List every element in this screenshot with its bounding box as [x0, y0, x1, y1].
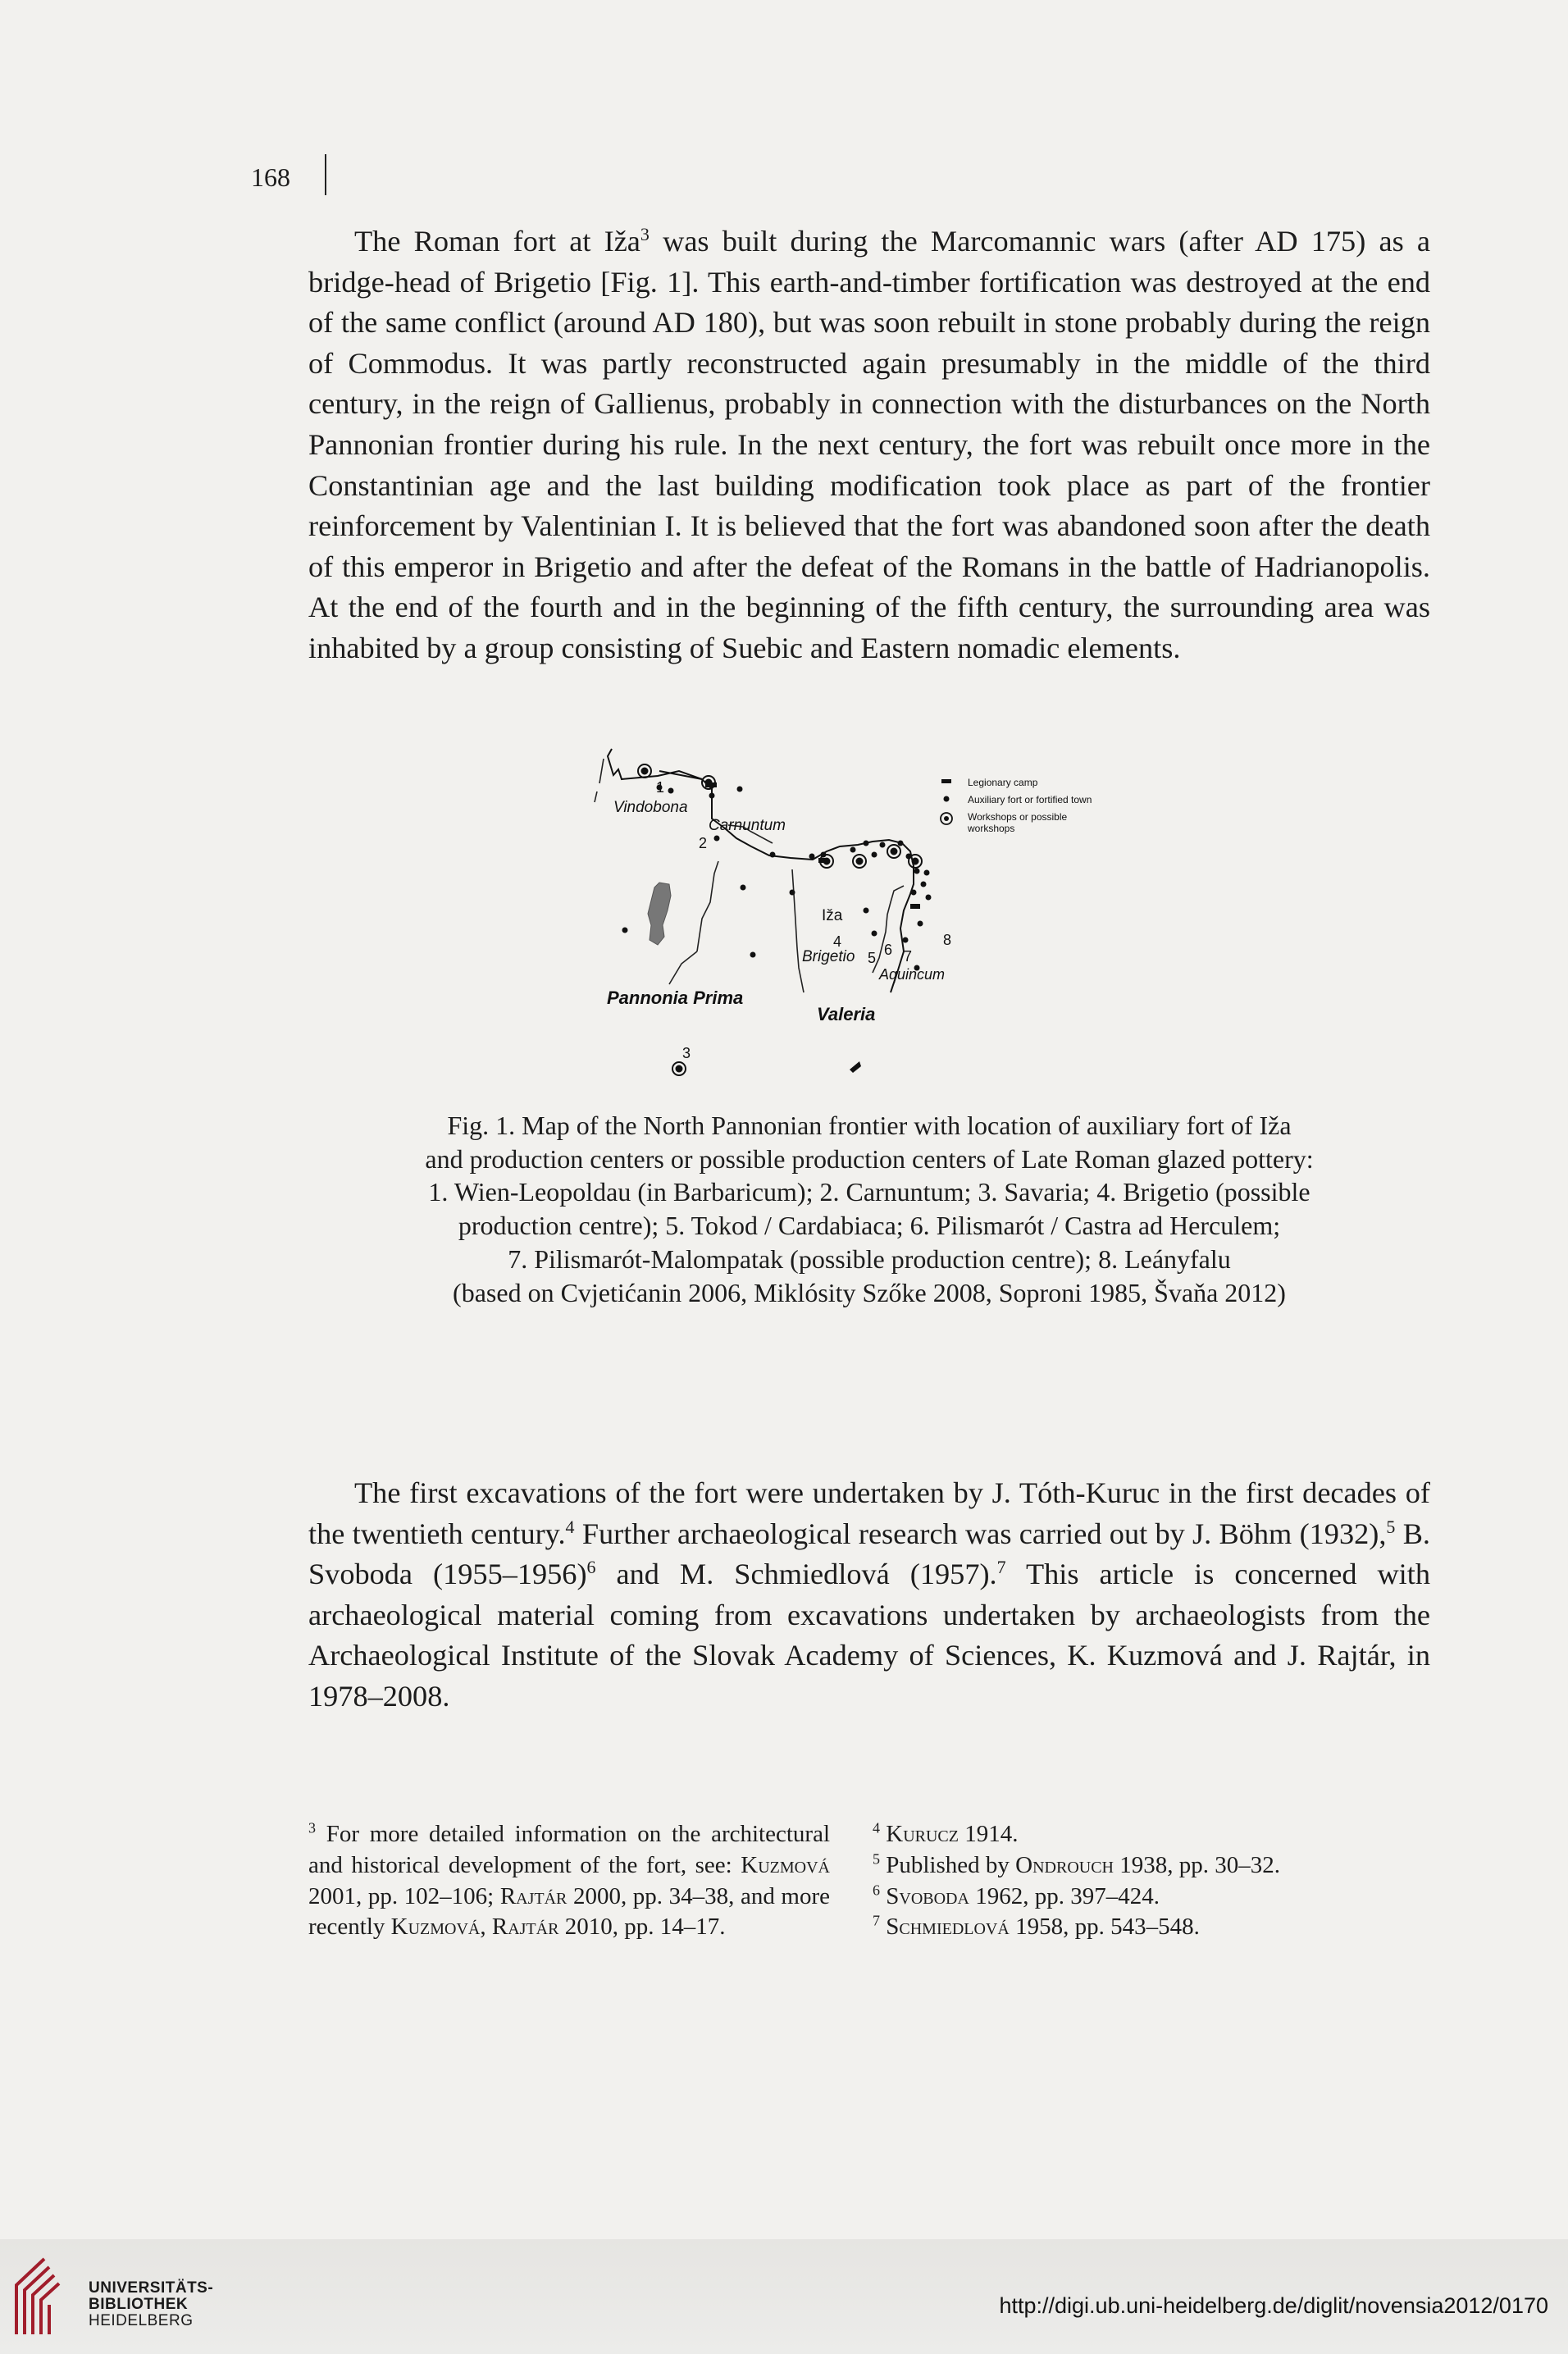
footnote-6	[873, 1882, 1430, 1913]
footnotes-left-column	[308, 1819, 830, 1943]
footnote-5	[873, 1850, 1430, 1882]
footnote-ref-4[interactable]: 4	[565, 1516, 575, 1537]
footnote-4-author: Kurucz	[886, 1821, 959, 1847]
legend-workshop-label-2: workshops	[968, 823, 1015, 834]
footnotes-right-column	[873, 1819, 1430, 1943]
para2-text-b: Further archaeological research was carried out by J. Böhm (1932),	[574, 1517, 1387, 1550]
page-number-rule	[325, 154, 326, 195]
map-label-brigetio: Brigetio	[802, 948, 855, 965]
footnote-5-author: Ondrouch	[1015, 1851, 1114, 1878]
legend-legionary-label: Legionary camp	[968, 777, 1038, 788]
footnote-6-author: Svoboda	[886, 1882, 969, 1909]
library-logo-icon	[8, 2252, 77, 2341]
footnote-6-text: 1962, pp. 397–424.	[969, 1882, 1160, 1909]
legend-workshop-label-1: Workshops or possible	[968, 811, 1068, 823]
footnote-4	[873, 1819, 1430, 1850]
caption-line-6: (based on Cvjetićanin 2006, Miklósity Szőke 2008, Soproni 1985, Švaňa 2012)	[453, 1277, 1286, 1307]
footnote-3-author-2: Rajtár	[499, 1882, 567, 1909]
footnote-3-text-4: 2010, pp. 14–17.	[558, 1914, 726, 1941]
map-label-valeria: Valeria	[817, 1004, 876, 1024]
library-logo-text	[89, 2280, 213, 2329]
caption-line-4: production centre); 5. Tokod / Cardabiaca; 6. Pilismarót / Castra ad Herculem;	[458, 1211, 1281, 1241]
footnote-3-text-1: For more detailed information on the architectural and historical development of the fort, see:	[308, 1821, 830, 1878]
para2-text-e: This article is concerned with archaeological material coming from excavations undertaken by archaeologists from the Archaeological Institute of the Slovak Academy of Sciences, K. Kuzmová and J. Rajtár, in 1978–2008.	[308, 1558, 1430, 1713]
footnote-6-number: 6	[873, 1881, 880, 1898]
footnote-4-text: 1914.	[958, 1821, 1019, 1847]
para1-text-a: The Roman fort at Iža	[354, 225, 640, 258]
para2-text-d: and M. Schmiedlová (1957).	[595, 1558, 997, 1591]
legend-auxiliary-symbol	[944, 796, 950, 802]
map-label-aquincum: Aquincum	[879, 966, 946, 983]
map-label-vindobona: Vindobona	[613, 799, 688, 816]
footnote-5-number: 5	[873, 1850, 880, 1868]
frontier-map	[579, 746, 1219, 1091]
para2-text-c: B. Svoboda (1955–1956)	[308, 1517, 1430, 1591]
footnote-5-text-1: Published by	[880, 1851, 1016, 1878]
logo-line-2: BIBLIOTHEK	[89, 2296, 189, 2313]
caption-line-2: and production centers or possible production centers of Late Roman glazed pottery:	[425, 1143, 1314, 1174]
body-paragraph-2	[308, 1473, 1430, 1718]
map-label-carnuntum: Carnuntum	[709, 817, 786, 834]
footnote-ref-6[interactable]: 6	[586, 1557, 596, 1578]
footnote-3-text-2: 2001, pp. 102–106;	[308, 1882, 500, 1909]
legend-legionary-symbol	[941, 779, 951, 783]
body-paragraph-1	[308, 221, 1430, 669]
footnote-3-text-3: 2000, pp. 34–38, and more recently	[308, 1882, 830, 1941]
footnote-5-text-2: 1938, pp. 30–32.	[1114, 1851, 1280, 1878]
para1-text-b: was built during the Marcomannic wars (after AD 175) as a bridge-head of Brigetio [Fig. 1]. This earth-and-timber fortification was destroyed at the end of the same conflict (around AD 180), but was soon rebuilt in stone probably during the reign of Commodus. It was partly reconstructed again presumably in the middle of the third century, in the reign of Gallienus, probably in connection with the disturbances on the North Pannonian frontier during his rule. In the next century, the fort was rebuilt once more in the Constantinian age and the last building modification took place as part of the frontier reinforcement by Valentinian I. It is believed that the fort was abandoned soon after the death of this emperor in Brigetio and after the defeat of the Romans in the battle of Hadrianopolis. At the end of the fourth and in the beginning of the fifth century, the surrounding area was inhabited by a group consisting of Suebic and Eastern nomadic elements.	[308, 225, 1430, 664]
footnote-3-number: 3	[308, 1819, 316, 1836]
logo-line-1: UNIVERSITÄTS-	[89, 2279, 214, 2297]
footnote-4-number: 4	[873, 1819, 880, 1836]
map-number-3: 3	[682, 1045, 691, 1061]
map-number-8: 8	[943, 932, 952, 948]
footnote-7	[873, 1912, 1430, 1943]
footnote-7-text: 1958, pp. 543–548.	[1009, 1914, 1200, 1941]
footnote-7-author: Schmiedlová	[886, 1914, 1010, 1941]
caption-line-3: 1. Wien-Leopoldau (in Barbaricum); 2. Carnuntum; 3. Savaria; 4. Brigetio (possible	[428, 1177, 1310, 1207]
map-number-2: 2	[699, 835, 708, 851]
map-number-4: 4	[833, 933, 842, 950]
page-number: 168	[251, 162, 290, 192]
footnote-3	[308, 1819, 830, 1943]
source-url-link[interactable]: http://digi.ub.uni-heidelberg.de/diglit/novensia2012/0170	[999, 2293, 1548, 2318]
legend-auxiliary-label: Auxiliary fort or fortified town	[968, 794, 1092, 805]
map-label-iza: Iža	[822, 907, 843, 924]
lake-shape	[648, 883, 671, 945]
map-label-pannonia-prima: Pannonia Prima	[607, 988, 744, 1008]
footnote-3-author-3: Kuzmová, Rajtár	[390, 1914, 559, 1941]
footnote-7-number: 7	[873, 1912, 880, 1929]
footnote-ref-7[interactable]: 7	[996, 1557, 1006, 1578]
footnote-ref-5[interactable]: 5	[1386, 1516, 1396, 1537]
map-number-1: 1	[656, 779, 665, 796]
footnote-ref-3[interactable]: 3	[640, 223, 650, 244]
small-blob-mark	[850, 1061, 861, 1073]
caption-line-1: Fig. 1. Map of the North Pannonian frontier with location of auxiliary fort of Iža	[447, 1111, 1292, 1140]
para2-text-a: The first excavations of the fort were undertaken by J. Tóth-Kuruc in the first decades of the twentieth century.	[308, 1476, 1430, 1550]
map-number-6: 6	[884, 942, 893, 958]
map-legend	[941, 777, 1092, 834]
boundary-lines	[595, 759, 904, 992]
footnote-3-author-1: Kuzmová	[741, 1851, 830, 1878]
figure-caption	[308, 1109, 1430, 1309]
legend-workshop-symbol-core	[944, 816, 949, 821]
caption-line-5: 7. Pilismarót-Malompatak (possible production centre); 8. Leányfalu	[508, 1243, 1231, 1274]
map-number-5: 5	[868, 950, 877, 966]
logo-line-3: HEIDELBERG	[89, 2312, 194, 2329]
legionary-camp-marks	[705, 782, 920, 909]
map-number-7: 7	[904, 948, 913, 965]
